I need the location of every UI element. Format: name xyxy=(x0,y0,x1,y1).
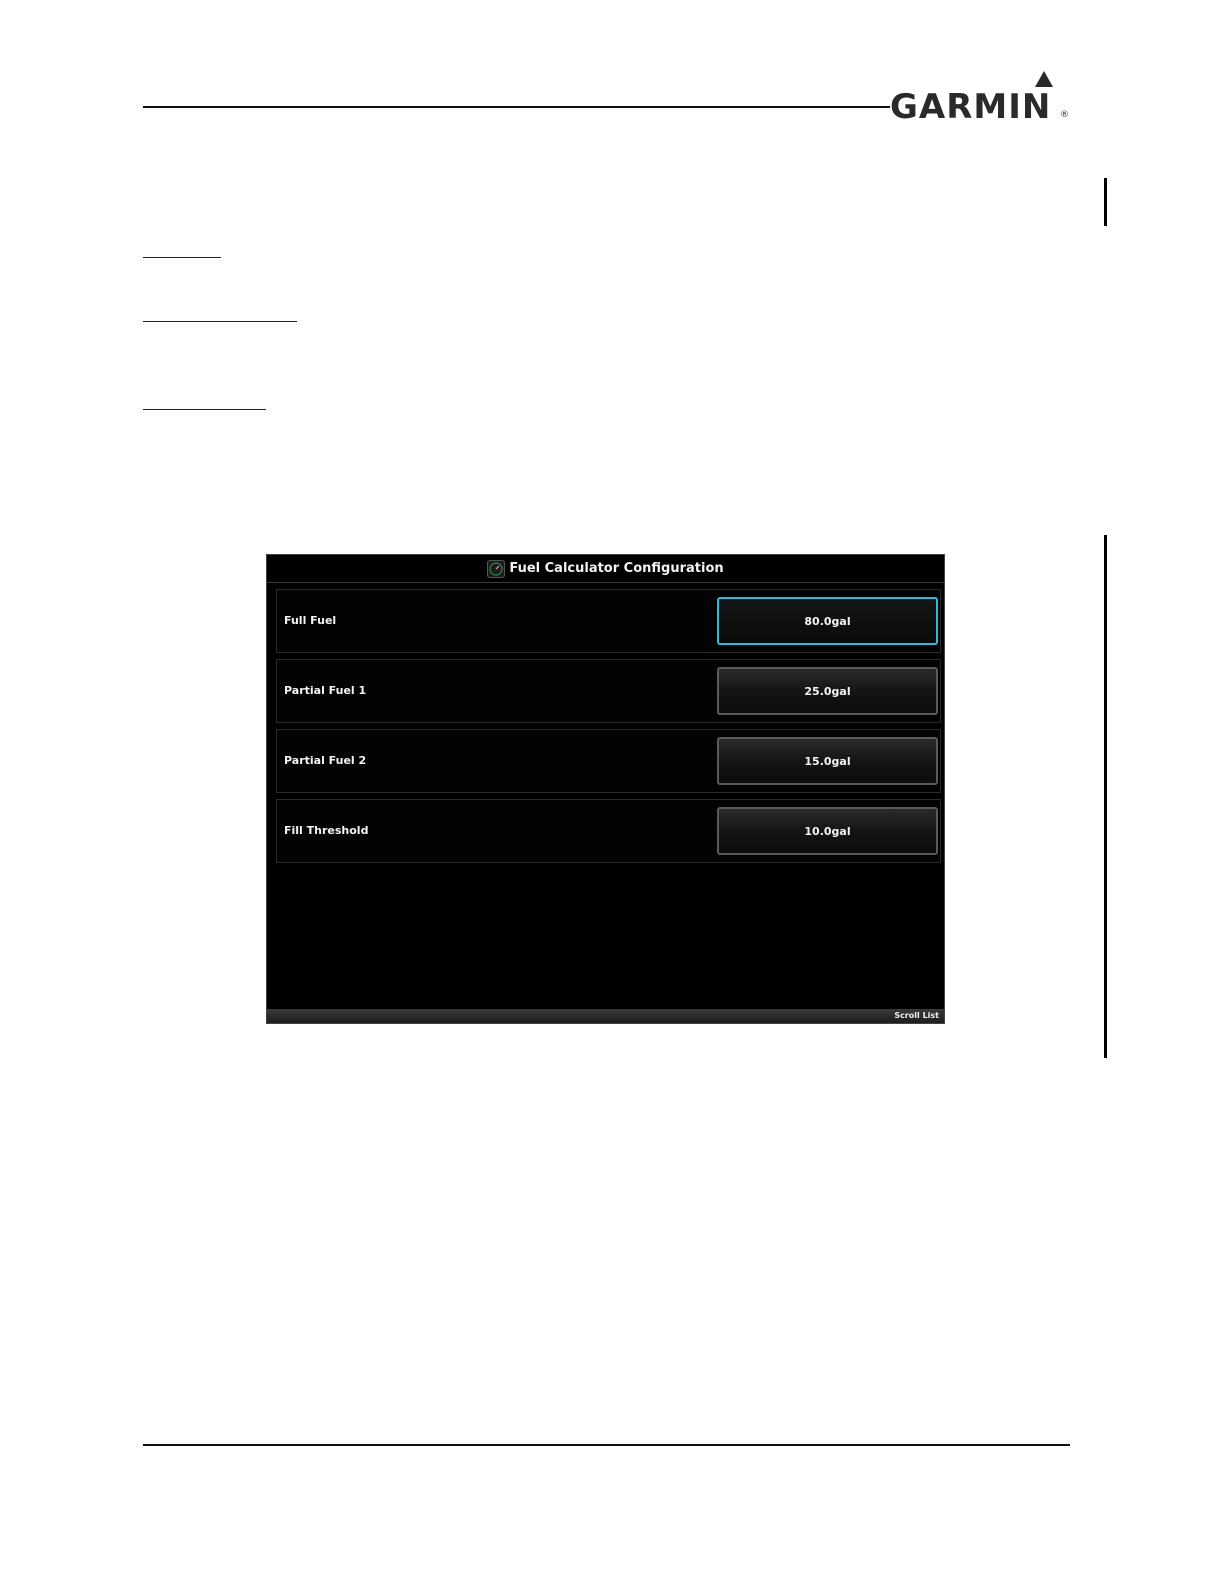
partial-fuel-1-button[interactable]: 25.0gal xyxy=(717,667,938,715)
full-fuel-button[interactable]: 80.0gal xyxy=(717,597,938,645)
list-item-fill-threshold xyxy=(276,799,941,863)
list-item-partial-fuel-1 xyxy=(276,659,941,723)
heading-underline xyxy=(143,257,221,258)
settings-list xyxy=(276,589,942,869)
revision-bar xyxy=(1104,178,1107,226)
fuel-calculator-screen xyxy=(266,554,945,1024)
header-rule xyxy=(143,106,890,108)
row-label: Partial Fuel 1 xyxy=(284,684,367,697)
fill-threshold-button[interactable]: 10.0gal xyxy=(717,807,938,855)
scroll-list-label[interactable]: Scroll List xyxy=(894,1011,939,1020)
registered-mark: ® xyxy=(1060,110,1069,120)
fuel-gauge-icon xyxy=(487,560,505,578)
row-label: Fill Threshold xyxy=(284,824,369,837)
heading-underline xyxy=(143,409,266,410)
footer-rule xyxy=(143,1444,1070,1446)
garmin-logo xyxy=(890,70,1070,126)
logo-text: GARMIN xyxy=(890,87,1052,127)
title-bar xyxy=(267,555,944,583)
softkey-bar xyxy=(267,1009,944,1023)
row-label: Full Fuel xyxy=(284,614,337,627)
logo-triangle-icon xyxy=(1034,70,1054,88)
row-label: Partial Fuel 2 xyxy=(284,754,367,767)
heading-underline xyxy=(143,321,297,322)
list-item-partial-fuel-2 xyxy=(276,729,941,793)
screen-title: Fuel Calculator Configuration xyxy=(509,561,724,576)
revision-bar xyxy=(1104,535,1107,1058)
list-item-full-fuel xyxy=(276,589,941,653)
partial-fuel-2-button[interactable]: 15.0gal xyxy=(717,737,938,785)
